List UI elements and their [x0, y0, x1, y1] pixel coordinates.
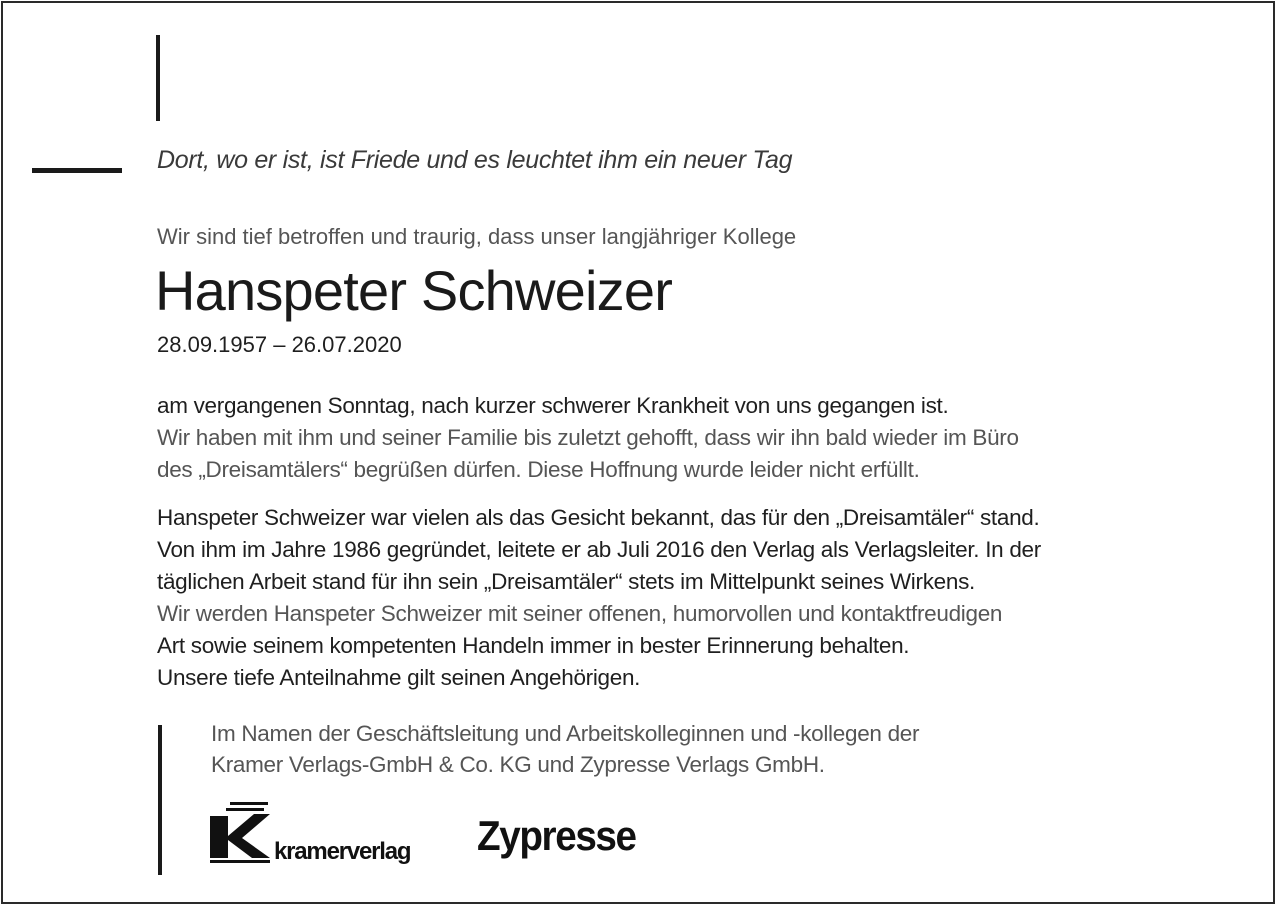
zypresse-logo: Zypresse — [477, 812, 636, 859]
signature-block — [211, 718, 919, 780]
life-dates: 28.09.1957 – 26.07.2020 — [157, 332, 402, 357]
kramerverlag-logo — [210, 802, 410, 864]
paragraph-line: Von ihm im Jahre 1986 gegründet, leitete er ab Juli 2016 den Verlag als Verlagsleiter. In der — [157, 537, 1041, 562]
paragraph-2 — [157, 502, 1237, 694]
intro-text: Wir sind tief betroffen und traurig, dass unser langjähriger Kollege — [157, 224, 797, 249]
paragraph-1 — [157, 390, 1237, 486]
decorative-horizontal-rule — [32, 168, 122, 173]
signature-line-2: Kramer Verlags-GmbH & Co. KG und Zypresse Verlags GmbH. — [211, 752, 825, 777]
paragraph-line: Art sowie seinem kompetenten Handeln immer in bester Erinnerung behalten. — [157, 633, 910, 658]
deceased-name: Hanspeter Schweizer — [155, 259, 673, 322]
paragraph-line: Wir werden Hanspeter Schweizer mit seiner offenen, humorvollen und kontaktfreudigen — [157, 601, 1003, 626]
paragraph-line: Wir haben mit ihm und seiner Familie bis zuletzt gehofft, dass wir ihn bald wieder im Büro — [157, 425, 1019, 450]
signature-line-1: Im Namen der Geschäftsleitung und Arbeitskolleginnen und -kollegen der — [211, 721, 920, 746]
paragraph-line: Hanspeter Schweizer war vielen als das Gesicht bekannt, das für den „Dreisamtäler“ stand. — [157, 505, 1040, 530]
paragraph-line: täglichen Arbeit stand für ihn sein „Dreisamtäler“ stets im Mittelpunkt seines Wirkens. — [157, 569, 975, 594]
paragraph-line: Unsere tiefe Anteilnahme gilt seinen Angehörigen. — [157, 665, 641, 690]
paragraph-line: des „Dreisamtälers“ begrüßen dürfen. Diese Hoffnung wurde leider nicht erfüllt. — [157, 457, 920, 482]
kramerverlag-wordmark: kramerverlag — [274, 838, 411, 865]
paragraph-line: am vergangenen Sonntag, nach kurzer schwerer Krankheit von uns gegangen ist. — [157, 393, 949, 418]
decorative-vertical-rule-bottom — [158, 725, 162, 875]
decorative-vertical-rule-top — [156, 35, 160, 121]
kramer-k-icon — [210, 802, 272, 864]
motto-quote: Dort, wo er ist, ist Friede und es leuchtet ihm ein neuer Tag — [157, 146, 793, 174]
